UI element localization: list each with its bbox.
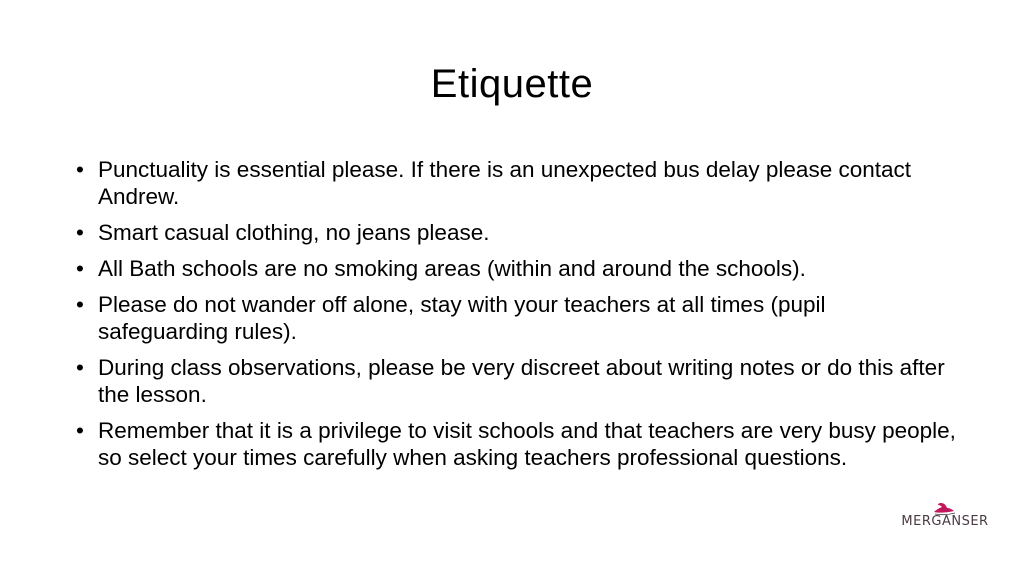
bullet-text: Remember that it is a privilege to visit schools and that teachers are very busy people, so select your times carefully when asking teachers professional questions. <box>98 418 956 470</box>
bullet-item <box>76 354 956 408</box>
bullet-item <box>76 219 956 246</box>
bullet-marker: • <box>76 418 84 443</box>
bullet-marker: • <box>76 220 84 245</box>
logo-wordmark: MERGANSER <box>901 514 989 529</box>
bullet-text: All Bath schools are no smoking areas (within and around the schools). <box>98 256 806 281</box>
bullet-item <box>76 255 956 282</box>
bullet-text: Smart casual clothing, no jeans please. <box>98 220 490 245</box>
bullet-marker: • <box>76 256 84 281</box>
bullet-marker: • <box>76 157 84 182</box>
bullet-text: Punctuality is essential please. If there is an unexpected bus delay please contact Andrew. <box>98 157 911 209</box>
bullet-text: During class observations, please be very discreet about writing notes or do this after the lesson. <box>98 355 945 407</box>
bullet-item <box>76 417 956 471</box>
merganser-logo <box>888 500 1002 536</box>
bullet-item <box>76 156 956 210</box>
bullet-marker: • <box>76 292 84 317</box>
bullet-item <box>76 291 956 345</box>
slide-title: Etiquette <box>430 62 594 106</box>
bullet-marker: • <box>76 355 84 380</box>
bullet-text: Please do not wander off alone, stay with your teachers at all times (pupil safeguarding rules). <box>98 292 826 344</box>
bullet-list <box>76 156 956 480</box>
